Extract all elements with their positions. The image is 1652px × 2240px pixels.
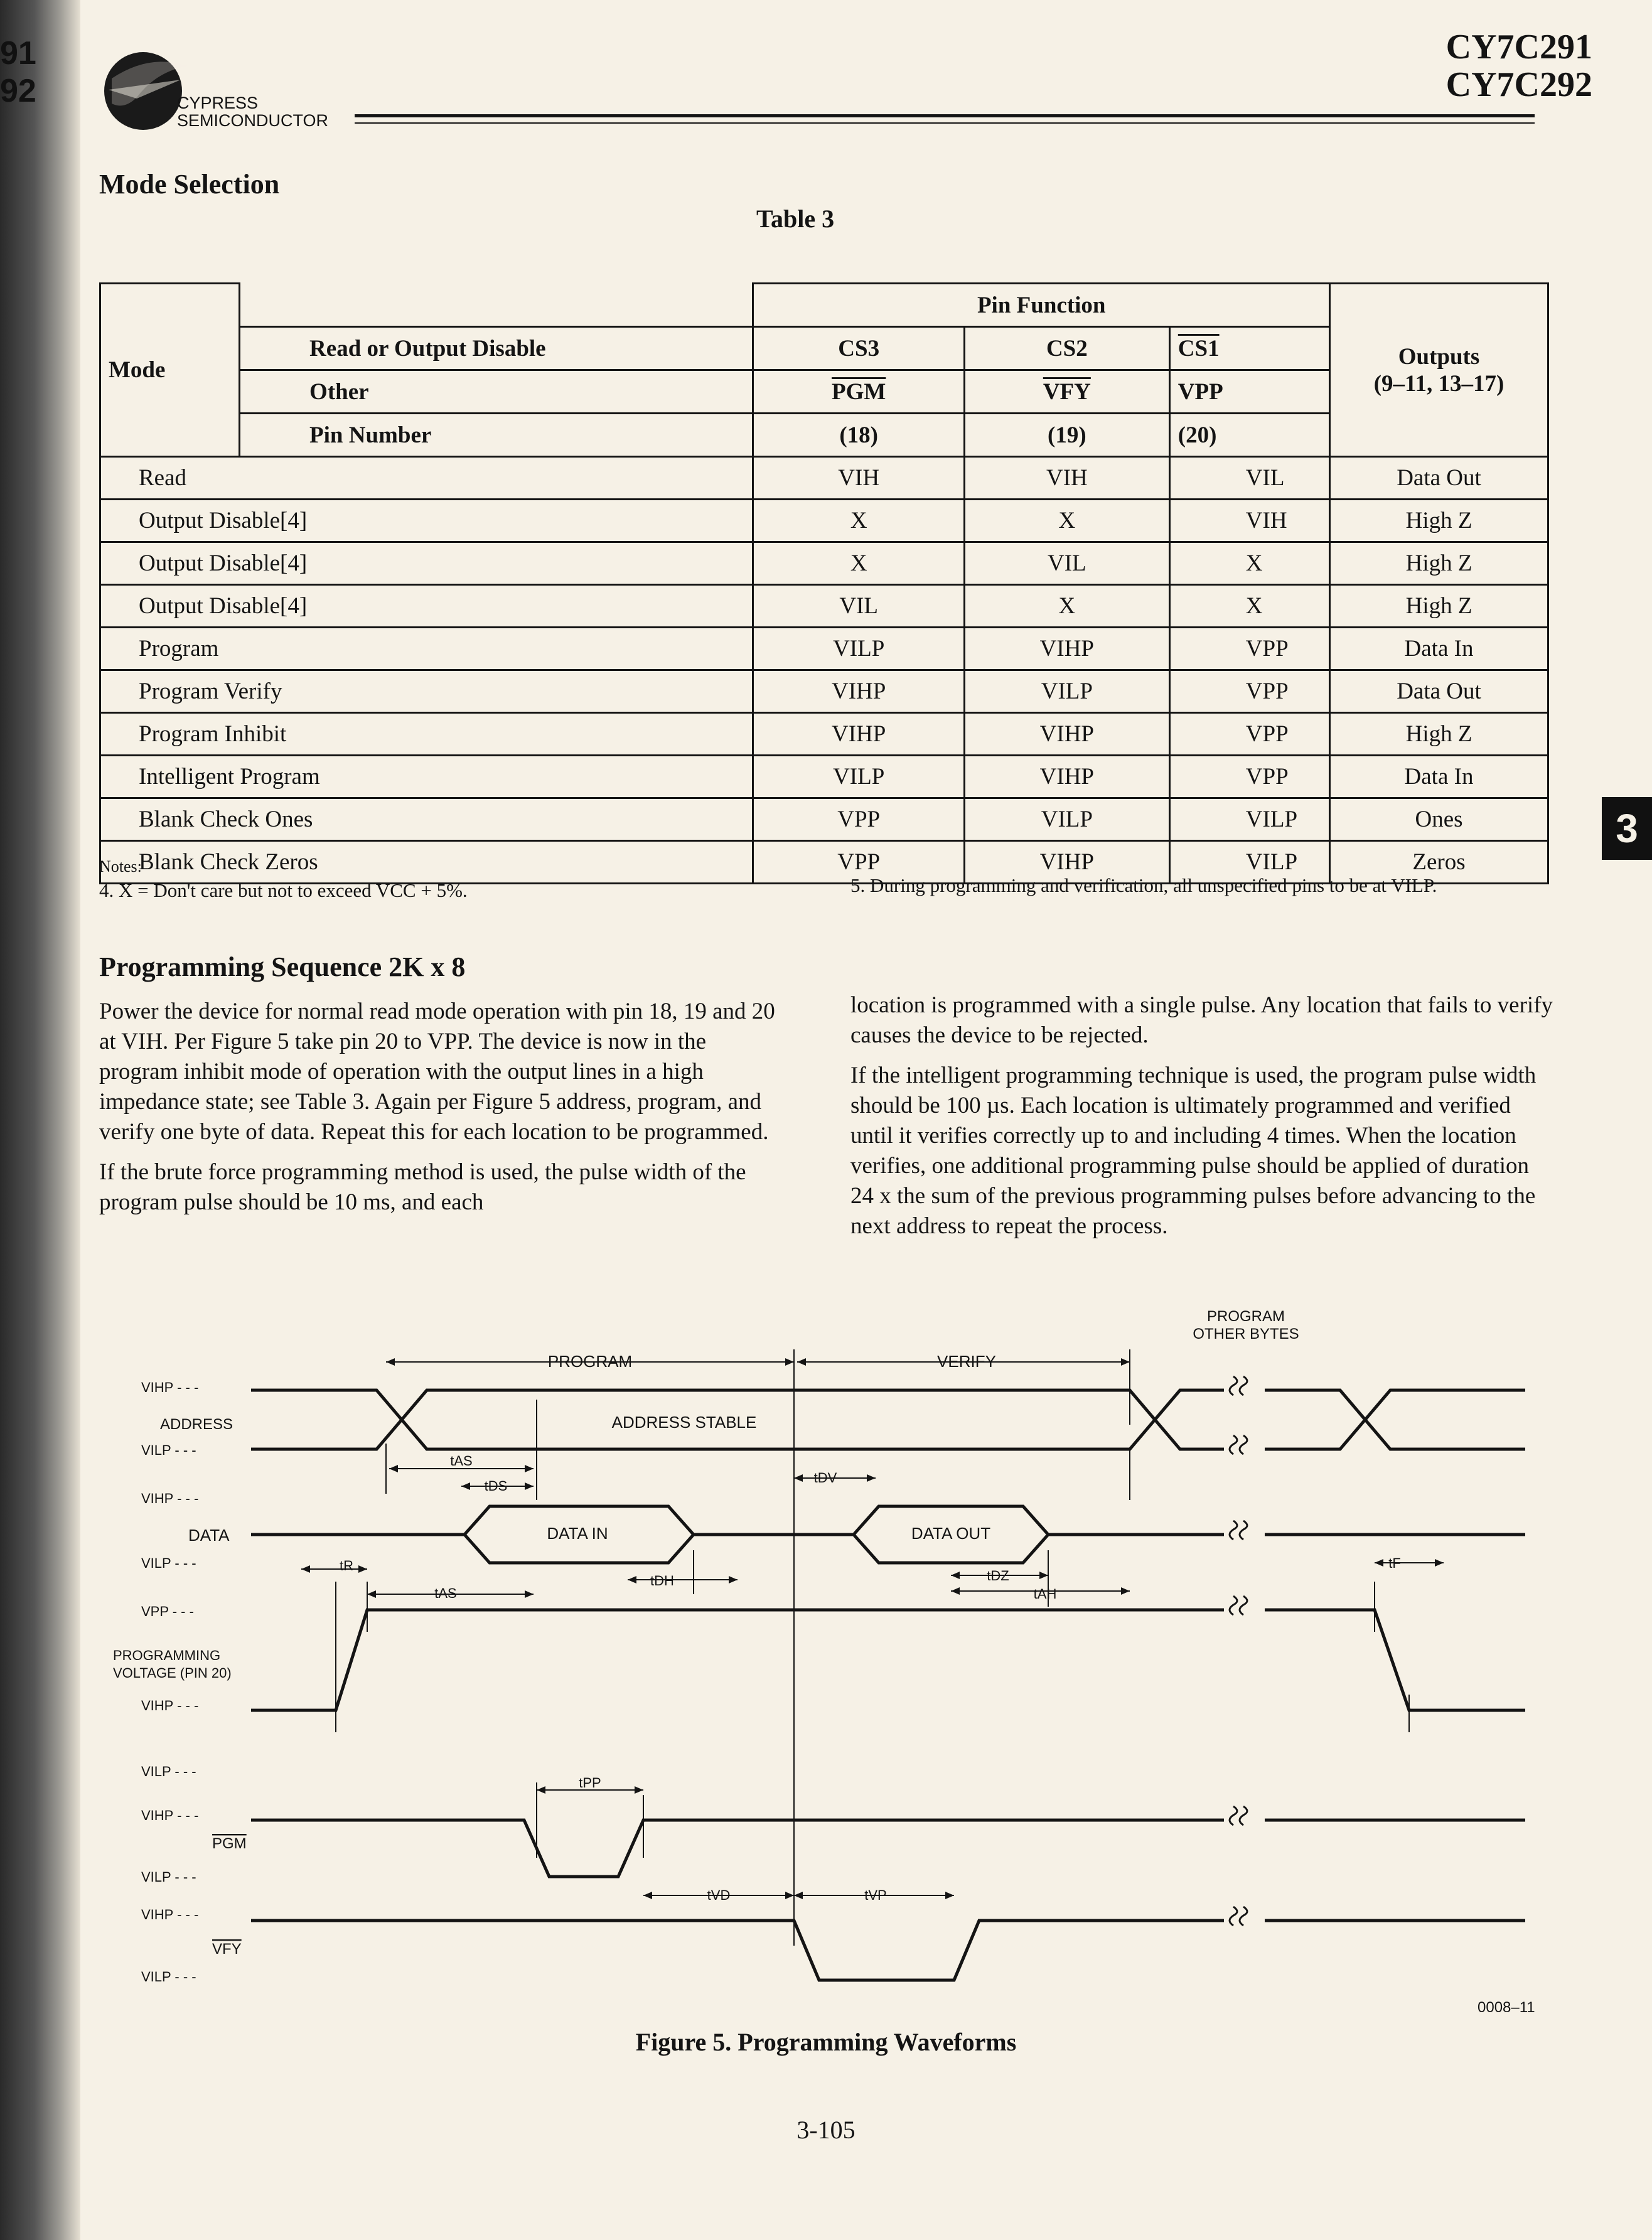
mode-selection-table — [99, 282, 1549, 884]
data-break-b — [1240, 1521, 1247, 1540]
tvp-arrow-head-l — [794, 1892, 803, 1899]
cell-cs1: X — [1169, 542, 1329, 585]
level-label: VILP - - - — [141, 1442, 196, 1458]
cell-cs2: X — [964, 500, 1169, 542]
address-tail-low — [1365, 1420, 1525, 1449]
cell-cs1: VPP — [1169, 713, 1329, 756]
pgm-break-b — [1240, 1806, 1247, 1825]
cell-cs3: VIL — [753, 585, 964, 628]
tah-arrow-head-l — [951, 1587, 960, 1595]
level-label: VIHP - - - — [141, 1698, 199, 1713]
tr-arrow-head-r — [358, 1565, 367, 1573]
mode-header — [100, 284, 240, 457]
note-4: 4. X = Don't care but not to exceed VCC + 5%. — [99, 879, 468, 901]
paragraph-right-2: If the intelligent programming technique is used, the program pulse width should be 100 µs. Each location is ultimately programmed and verified until it verifies correctly up to and including 4 times. When the location verifies, one additional programming pulse should be applied of duration 24 x the sum of the previous programming pulses before advancing to the next address to repeat the process. — [850, 1063, 1537, 1239]
other-bytes-label: OTHER BYTES — [1193, 1326, 1299, 1342]
tdv-arrow-head-r — [867, 1474, 876, 1482]
data-in-label: DATA IN — [547, 1524, 608, 1543]
tah-label: tAH — [1033, 1586, 1057, 1602]
cell-cs2: VILP — [964, 670, 1169, 713]
table-row — [100, 756, 1548, 798]
table-row — [100, 500, 1548, 542]
pgm-label: PGM — [212, 1835, 247, 1852]
level-label: VIHP - - - — [141, 1808, 199, 1823]
cell-out: High Z — [1330, 585, 1548, 628]
header-rule — [355, 114, 1535, 117]
tah-arrow-head-r — [1121, 1587, 1130, 1595]
level-label: VIHP - - - — [141, 1491, 199, 1506]
outputs-header — [1330, 284, 1548, 457]
cell-mode: Program — [100, 628, 753, 670]
outputs-label: Outputs — [1398, 343, 1480, 370]
row-header-other: Other — [240, 370, 753, 414]
vfy-label: VFY — [212, 1941, 242, 1958]
cell-cs3: X — [753, 500, 964, 542]
vfy-break-b — [1240, 1907, 1247, 1926]
cell-out: Zeros — [1330, 841, 1548, 884]
tdz-arrow-head-l — [951, 1572, 960, 1579]
prog-voltage-label-2: VOLTAGE (PIN 20) — [113, 1665, 232, 1681]
cell-mode: Output Disable[4] — [100, 542, 753, 585]
program-arrow-head-r — [785, 1358, 794, 1366]
table-row — [100, 713, 1548, 756]
verify-label: VERIFY — [937, 1352, 996, 1371]
cell-cs2: X — [964, 585, 1169, 628]
tas2-arrow-head-l — [367, 1590, 376, 1598]
address-break-low-b — [1240, 1435, 1247, 1454]
programming-waveforms-figure — [0, 1287, 1652, 2027]
table-row — [100, 628, 1548, 670]
table-row — [100, 585, 1548, 628]
cell-cs2: VIH — [964, 457, 1169, 500]
tvd-arrow-head-r — [785, 1892, 794, 1899]
address-break — [1230, 1376, 1237, 1395]
tds-arrow-head-l — [461, 1482, 470, 1490]
address-pre — [251, 1390, 402, 1449]
prog-voltage-label: PROGRAMMING — [113, 1648, 221, 1663]
vpp-tail — [1265, 1610, 1525, 1710]
table-row — [100, 457, 1548, 500]
cell-mode: Output Disable[4] — [100, 500, 753, 542]
cell-cs2: VIHP — [964, 756, 1169, 798]
tpp-arrow-head-r — [635, 1786, 643, 1794]
cell-cs2: VIHP — [964, 841, 1169, 884]
cell-out: Data Out — [1330, 457, 1548, 500]
pgm-header: $\overline{PGM}$ — [753, 370, 964, 414]
header-rule-thin — [355, 122, 1535, 124]
tds-arrow-head-r — [525, 1482, 534, 1490]
part-number — [1446, 28, 1592, 104]
cell-cs3: VILP — [753, 756, 964, 798]
vpp-break-b — [1240, 1596, 1247, 1615]
tr-arrow-head-l — [301, 1565, 310, 1573]
programming-right-column — [850, 990, 1553, 1251]
margin-text-2: 92 — [0, 73, 36, 109]
address-stable-label: ADDRESS STABLE — [611, 1413, 757, 1432]
tpp-label: tPP — [579, 1775, 601, 1791]
part-number-2: CY7C292 — [1446, 65, 1592, 104]
tf-arrow-head-r — [1435, 1559, 1444, 1567]
outputs-pins: (9–11, 13–17) — [1373, 370, 1504, 397]
pin20-header: (20) — [1169, 414, 1329, 457]
cell-cs1: VIH — [1169, 500, 1329, 542]
tf-label: tF — [1388, 1555, 1401, 1571]
program-other-label: PROGRAM — [1206, 1308, 1285, 1325]
cell-cs3: VIHP — [753, 713, 964, 756]
cell-cs3: VIHP — [753, 670, 964, 713]
tdh-arrow-head-r — [729, 1576, 738, 1584]
tas-arrow-head-r — [525, 1465, 534, 1472]
tvp-label: tVP — [864, 1887, 887, 1903]
tas-label: tAS — [450, 1453, 473, 1469]
vpp-break — [1230, 1596, 1237, 1615]
tas2-arrow-head-r — [525, 1590, 534, 1598]
table-row — [100, 798, 1548, 841]
tds-label: tDS — [484, 1478, 508, 1494]
table-row — [100, 542, 1548, 585]
tdh-arrow-head-l — [628, 1576, 636, 1584]
address-break-b — [1240, 1376, 1247, 1395]
vpp-header: VPP — [1169, 370, 1329, 414]
cell-cs2: VILP — [964, 798, 1169, 841]
tdh-label: tDH — [650, 1573, 674, 1589]
notes-left — [99, 855, 821, 903]
paragraph-left-2: If the brute force programming method is used, the pulse width of the program pulse should be 10 ms, and each — [99, 1159, 746, 1215]
table-header-row — [100, 284, 1548, 327]
tvp-arrow-head-r — [945, 1892, 954, 1899]
level-label: VIHP - - - — [141, 1907, 199, 1922]
cell-cs2: VIL — [964, 542, 1169, 585]
tr-label: tR — [340, 1558, 353, 1573]
tvd-arrow-head-l — [643, 1892, 652, 1899]
pgm-wave — [251, 1820, 1224, 1877]
cell-out: High Z — [1330, 713, 1548, 756]
verify-arrow-head-r — [1121, 1358, 1130, 1366]
tpp-arrow-head-l — [537, 1786, 545, 1794]
cell-cs1: VPP — [1169, 670, 1329, 713]
part-number-1: CY7C291 — [1446, 28, 1592, 67]
tdz-arrow-head-r — [1039, 1572, 1048, 1579]
program-arrow-head-l — [386, 1358, 395, 1366]
cell-cs3: VPP — [753, 798, 964, 841]
mode-label: Mode — [109, 357, 166, 383]
cell-mode: Intelligent Program — [100, 756, 753, 798]
row-header-read: Read or Output Disable — [240, 327, 753, 370]
tas2-label: tAS — [434, 1585, 457, 1601]
cs1-header: CS1 — [1169, 327, 1329, 370]
cell-cs1: VILP — [1169, 798, 1329, 841]
vfy-break — [1230, 1907, 1237, 1926]
programming-left-column — [99, 997, 777, 1228]
margin-fragment — [0, 35, 36, 110]
cell-out: Ones — [1330, 798, 1548, 841]
cell-mode: Blank Check Zeros — [100, 841, 753, 884]
address-next-low — [1155, 1420, 1224, 1449]
cell-cs3: X — [753, 542, 964, 585]
cell-cs3: VPP — [753, 841, 964, 884]
table-row — [100, 670, 1548, 713]
pgm-break — [1230, 1806, 1237, 1825]
cell-out: Data In — [1330, 628, 1548, 670]
section-tab[interactable]: 3 — [1602, 797, 1652, 860]
cell-cs1: VIL — [1169, 457, 1329, 500]
program-label: PROGRAM — [547, 1352, 633, 1371]
cell-out: High Z — [1330, 542, 1548, 585]
level-label: VIHP - - - — [141, 1380, 199, 1395]
pin18-header: (18) — [753, 414, 964, 457]
margin-text-1: 91 — [0, 35, 36, 72]
tdv-label: tDV — [813, 1470, 837, 1486]
cell-cs1: X — [1169, 585, 1329, 628]
pin-function-header: Pin Function — [753, 284, 1330, 327]
section-title-mode-selection: Mode Selection — [99, 169, 280, 200]
level-label: VILP - - - — [141, 1969, 196, 1985]
notes-label: Notes: — [99, 857, 142, 876]
brand-name — [177, 94, 328, 129]
address-label: ADDRESS — [160, 1416, 233, 1433]
address-tail — [1365, 1390, 1525, 1420]
cell-cs1: VILP — [1169, 841, 1329, 884]
tf-arrow-head-l — [1375, 1559, 1383, 1567]
address-other — [1265, 1390, 1365, 1449]
cell-mode: Program Verify — [100, 670, 753, 713]
paragraph-left-1: Power the device for normal read mode operation with pin 18, 19 and 20 at VIH. Per Figure 5 take pin 20 to VPP. The device is now in the program inhibit mode of operation with the output lines in a high impedance state; see Table 3. Again per Figure 5 address, program, and verify one byte of data. Repeat this for each location to be programmed. — [99, 999, 775, 1145]
data-out-label: DATA OUT — [911, 1524, 991, 1543]
page-number: 3-105 — [796, 2116, 856, 2144]
note-5: 5. During programming and verification, all unspecified pins to be at VILP. — [850, 874, 1437, 896]
cell-mode: Read — [100, 457, 753, 500]
cell-out: Data Out — [1330, 670, 1548, 713]
cell-cs3: VILP — [753, 628, 964, 670]
tdv-arrow-head-l — [794, 1474, 803, 1482]
brand-text: CYPRESS SEMICONDUCTOR — [177, 94, 329, 130]
cell-cs2: VIHP — [964, 713, 1169, 756]
pin19-header: (19) — [964, 414, 1169, 457]
level-label: VILP - - - — [141, 1555, 196, 1571]
figure-caption: Figure 5. Programming Waveforms — [635, 2028, 1017, 2056]
vpp-wave — [251, 1610, 1224, 1710]
cell-cs1: VPP — [1169, 756, 1329, 798]
cell-cs3: VIH — [753, 457, 964, 500]
row-header-pin: Pin Number — [240, 414, 753, 457]
data-break — [1230, 1521, 1237, 1540]
cs2-header: CS2 — [964, 327, 1169, 370]
vfy-wave — [251, 1921, 1224, 1980]
cell-mode: Program Inhibit — [100, 713, 753, 756]
tdz-label: tDZ — [987, 1568, 1009, 1584]
spacer-cell — [240, 284, 753, 327]
address-stable — [402, 1390, 1155, 1449]
table-title: Table 3 — [756, 205, 835, 233]
cell-cs2: VIHP — [964, 628, 1169, 670]
level-label: VILP - - - — [141, 1869, 196, 1885]
cell-cs1: VPP — [1169, 628, 1329, 670]
tvd-label: tVD — [707, 1887, 731, 1903]
cell-mode: Blank Check Ones — [100, 798, 753, 841]
verify-arrow-head-l — [797, 1358, 806, 1366]
cell-out: Data In — [1330, 756, 1548, 798]
cell-out: High Z — [1330, 500, 1548, 542]
address-break-low — [1230, 1435, 1237, 1454]
vfy-header: $\overline{VFY}$ — [964, 370, 1169, 414]
tas-arrow-head-l — [389, 1465, 398, 1472]
cs3-header: CS3 — [753, 327, 964, 370]
paragraph-right-1: location is programmed with a single pulse. Any location that fails to verify causes the device to be rejected. — [850, 992, 1553, 1048]
cell-mode: Output Disable[4] — [100, 585, 753, 628]
level-label: VILP - - - — [141, 1764, 196, 1779]
figure-id: 0008–11 — [1478, 1999, 1535, 2016]
section-title-programming: Programming Sequence 2K x 8 — [99, 951, 466, 982]
table-body — [100, 457, 1548, 884]
level-label: VPP - - - — [141, 1604, 194, 1619]
data-label: DATA — [188, 1526, 230, 1545]
address-next — [1155, 1390, 1224, 1420]
